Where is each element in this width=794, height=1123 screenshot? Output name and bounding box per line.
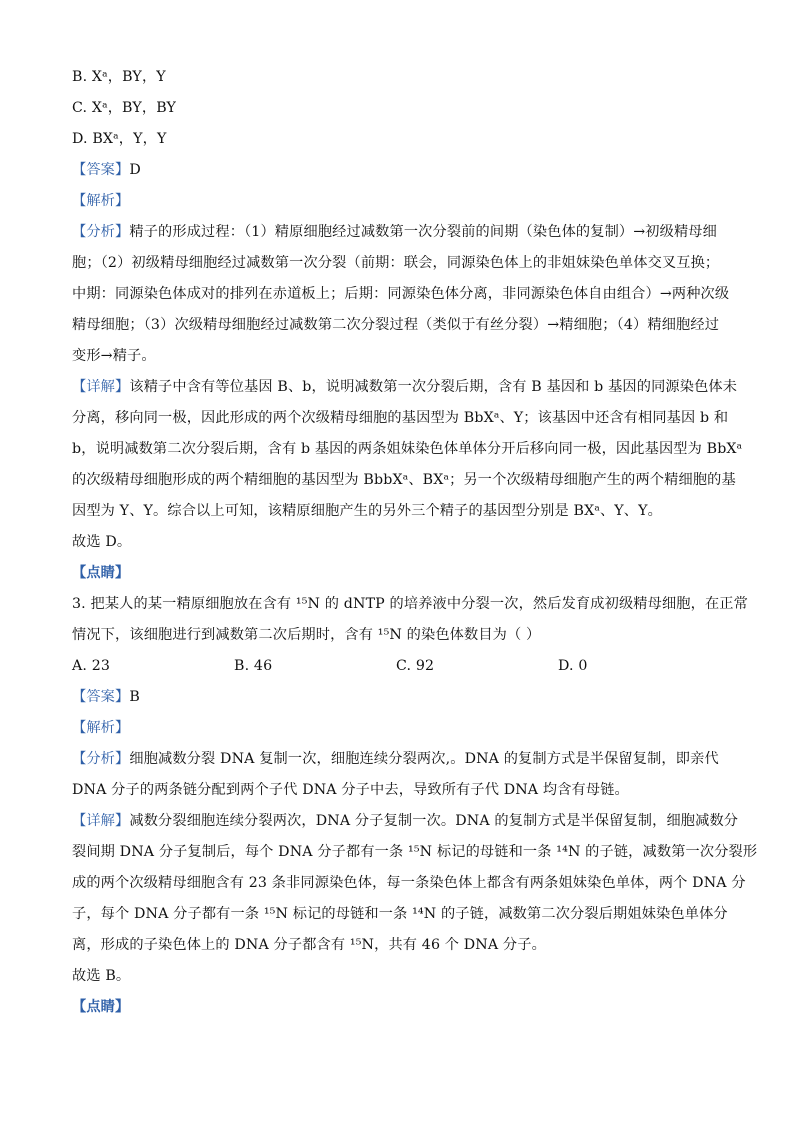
fenxi-line: 中期：同源染色体成对的排列在赤道板上；后期：同源染色体分离，非同源染色体自由组合）→两种次级 <box>72 286 730 302</box>
dianjing-tag: 【点睛】 <box>72 565 130 581</box>
answer-tag: 【答案】 <box>72 162 130 178</box>
dianjing-heading <box>72 558 720 589</box>
fenxi-line: DNA 分子的两条链分配到两个子代 DNA 分子中去，导致所有子代 DNA 均含有母链。 <box>72 782 629 798</box>
fenxi-line <box>72 217 720 248</box>
conclusion: 故选 B。 <box>72 968 131 984</box>
fenxi-line <box>72 744 720 775</box>
xiangjie-tag: 【详解】 <box>72 813 130 829</box>
xiangjie-line: 的次级精母细胞形成的两个精细胞的基因型为 BbbXᵃ、BXᵃ；另一个次级精母细胞产生的两个精细胞的基 <box>72 472 736 488</box>
option-row <box>72 651 720 682</box>
dianjing-heading <box>72 992 720 1023</box>
xiangjie-line: 裂间期 DNA 分子复制后，每个 DNA 分子都有一条 ¹⁵N 标记的母链和一条 ¹⁴N 的子链，减数第一次分裂形 <box>72 844 758 860</box>
option-b: B. Xᵃ，BY，Y <box>72 69 166 85</box>
fenxi-text: 细胞减数分裂 DNA 复制一次，细胞连续分裂两次,。DNA 的复制方式是半保留复制，即亲代 <box>129 751 719 767</box>
fenxi-tag: 【分析】 <box>72 751 130 767</box>
xiangjie-line <box>72 372 738 403</box>
conclusion: 故选 D。 <box>72 534 132 550</box>
answer-value: D <box>129 162 141 178</box>
fenxi-tag: 【分析】 <box>72 224 130 240</box>
xiangjie-line: b，说明减数第二次分裂后期，含有 b 基因的两条姐妹染色体单体分开后移向同一极，因此基因型为 BbXᵃ <box>72 441 743 457</box>
fenxi-line: 精母细胞；（3）次级精母细胞经过减数第二次分裂过程（类似于有丝分裂）→精细胞；（4）精细胞经过 <box>72 317 720 333</box>
option-c: C. Xᵃ，BY，BY <box>72 100 177 116</box>
xiangjie-line: 分离，移向同一极，因此形成的两个次级精母细胞的基因型为 BbXᵃ、Y；该基因中还含有相同基因 b 和 <box>72 410 729 426</box>
xiangjie-line: 离，形成的子染色体上的 DNA 分子都含有 ¹⁵N，共有 46 个 DNA 分子。 <box>72 937 546 953</box>
option-b: B. 46 <box>234 658 273 674</box>
xiangjie-line: 成的两个次级精母细胞含有 23 条非同源染色体，每一条染色体上都含有两条姐妹染色单体，两个 DNA 分 <box>72 875 746 891</box>
dianjing-tag: 【点睛】 <box>72 999 130 1015</box>
document-page <box>72 62 758 1023</box>
xiangjie-tag: 【详解】 <box>72 379 130 395</box>
analysis-heading <box>72 713 720 744</box>
option-c: C. 92 <box>396 658 435 674</box>
answer-tag: 【答案】 <box>72 689 130 705</box>
question-stem: 情况下，该细胞进行到减数第二次后期时，含有 ¹⁵N 的染色体数目为（ ） <box>72 627 541 643</box>
analysis-tag: 【解析】 <box>72 193 130 209</box>
xiangjie-line: 因型为 Y、Y。综合以上可知，该精原细胞产生的另外三个精子的基因型分别是 BXᵃ、Y、Y。 <box>72 503 662 519</box>
option-a: A. 23 <box>72 658 111 674</box>
xiangjie-text: 减数分裂细胞连续分裂两次，DNA 分子复制一次。DNA 的复制方式是半保留复制，细胞减数分 <box>129 813 739 829</box>
xiangjie-line: 子，每个 DNA 分子都有一条 ¹⁵N 标记的母链和一条 ¹⁴N 的子链，减数第二次分裂后期姐妹染色单体分 <box>72 906 728 922</box>
question-stem: 3. 把某人的某一精原细胞放在含有 ¹⁵N 的 dNTP 的培养液中分裂一次，然后发育成初级精母细胞，在正常 <box>72 596 748 612</box>
option-d: D. 0 <box>558 658 588 674</box>
fenxi-text: 精子的形成过程：（1）精原细胞经过减数第一次分裂前的间期（染色体的复制）→初级精母细 <box>129 224 717 240</box>
xiangjie-line <box>72 806 739 837</box>
analysis-tag: 【解析】 <box>72 720 130 736</box>
option-d: D. BXᵃ，Y，Y <box>72 131 167 147</box>
answer-line <box>72 155 720 186</box>
answer-value: B <box>129 689 140 705</box>
fenxi-line: 胞；（2）初级精母细胞经过减数第一次分裂（前期：联会，同源染色体上的非姐妹染色单体交叉互换； <box>72 255 720 271</box>
xiangjie-text: 该精子中含有等位基因 B、b，说明减数第一次分裂后期，含有 B 基因和 b 基因的同源染色体未 <box>129 379 738 395</box>
analysis-heading <box>72 186 720 217</box>
answer-line <box>72 682 720 713</box>
fenxi-line: 变形→精子。 <box>72 348 156 364</box>
